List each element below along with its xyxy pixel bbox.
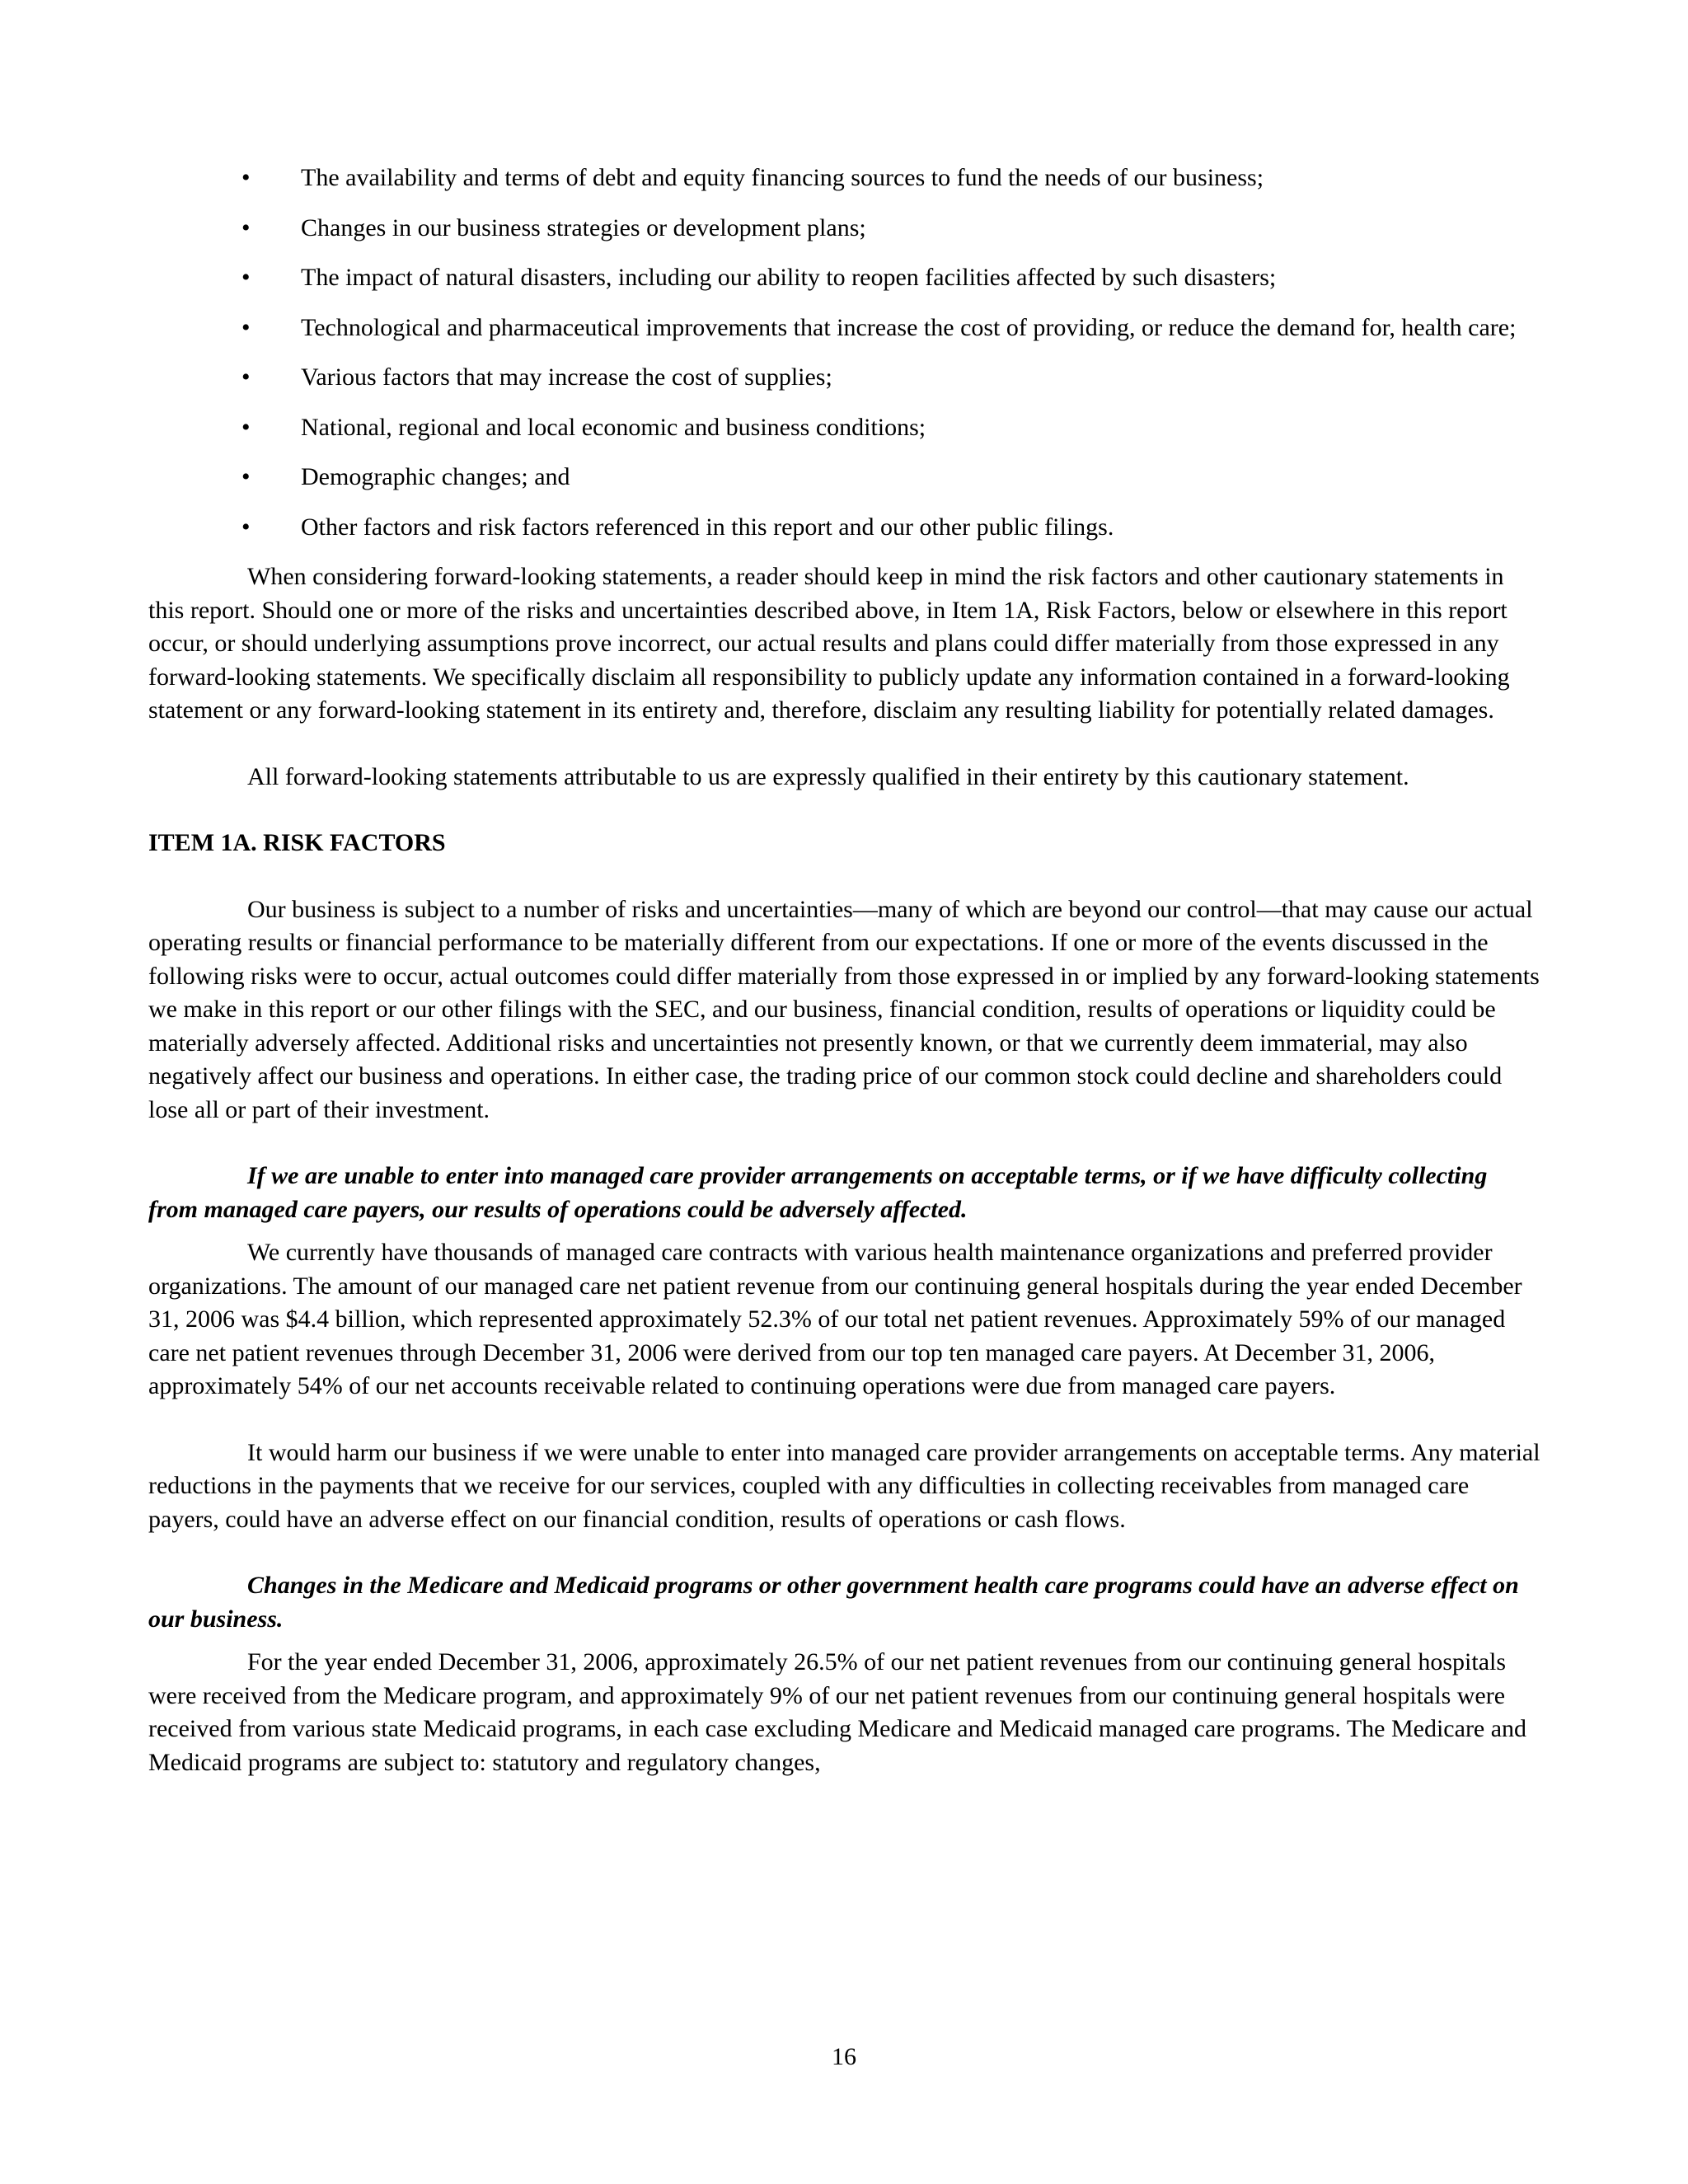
bullet-glyph: •	[241, 463, 251, 490]
bullet-glyph: •	[241, 363, 251, 391]
page-number: 16	[832, 2043, 856, 2070]
forward-looking-paragraph: When considering forward-looking statements, a reader should keep in mind the risk factors and other cautionary statements in this report. Should one or more of the risks and uncertainties described above, in Item 1A, Risk Factors, below or elsewhere in this report occur, or should underlying assumptions prove incorrect, our actual results and plans could differ materially from those expressed in any forward-looking statements. We specifically disclaim all responsibility to publicly update any information contained in a forward-looking statement or any forward-looking statement in its entirety and, therefore, disclaim any resulting liability for potentially related damages.	[148, 563, 1510, 724]
bullet-glyph: •	[241, 164, 251, 191]
bullet-glyph: •	[241, 264, 251, 291]
risk-subheading-medicare: Changes in the Medicare and Medicaid programs or other government health care programs could have an adverse effect on our business.	[148, 1572, 1519, 1633]
list-item	[148, 461, 1541, 494]
bullet-glyph: •	[241, 313, 251, 341]
risk-intro-paragraph: Our business is subject to a number of risks and uncertainties—many of which are beyond our control—that may cause our actual operating results or financial performance to be materially different from our expectations. If one or more of the events discussed in the following risks were to occur, actual outcomes could differ materially from those expressed in or implied by any forward-looking statements we make in this report or our other filings with the SEC, and our business, financial condition, results of operations or liquidity could be materially adversely affected. Additional risks and uncertainties not presently known, or that we currently deem immaterial, may also negatively affect our business and operations. In either case, the trading price of our common stock could decline and shareholders could lose all or part of their investment.	[148, 895, 1540, 1123]
list-item	[148, 361, 1541, 395]
section-heading: ITEM 1A. RISK FACTORS	[148, 829, 446, 856]
bullet-text: National, regional and local economic and business conditions;	[301, 413, 926, 441]
bullet-text: Demographic changes; and	[301, 463, 570, 490]
list-item	[148, 511, 1541, 545]
bullet-glyph: •	[241, 513, 251, 541]
list-item	[148, 261, 1541, 295]
list-item	[148, 162, 1541, 195]
bullet-text: The availability and terms of debt and equity financing sources to fund the needs of our business;	[301, 164, 1264, 191]
qualified-statement-paragraph: All forward-looking statements attributable to us are expressly qualified in their entirety by this cautionary statement.	[247, 762, 1409, 790]
document-page	[148, 162, 1541, 1779]
bullet-text: Technological and pharmaceutical improvements that increase the cost of providing, or reduce the demand for, health care;	[301, 313, 1517, 341]
managed-care-paragraph-2: It would harm our business if we were unable to enter into managed care provider arrangements on acceptable terms. Any material reductions in the payments that we receive for our services, coupled with any difficulties in collecting receivables from managed care payers, could have an adverse effect on our financial condition, results of operations or cash flows.	[148, 1438, 1540, 1533]
managed-care-paragraph-1: We currently have thousands of managed care contracts with various health maintenance organizations and preferred provider organizations. The amount of our managed care net patient revenue from our continuing general hospitals during the year ended December 31, 2006 was $4.4 billion, which represented approximately 52.3% of our total net patient revenues. Approximately 59% of our managed care net patient revenues through December 31, 2006 were derived from our top ten managed care payers. At December 31, 2006, approximately 54% of our net accounts receivable related to continuing operations were due from managed care payers.	[148, 1239, 1522, 1399]
list-item	[148, 312, 1541, 345]
risk-bullet-list	[148, 162, 1541, 544]
bullet-text: Various factors that may increase the cost of supplies;	[301, 363, 832, 391]
risk-subheading-managed-care: If we are unable to enter into managed care provider arrangements on acceptable terms, or if we have difficulty collecting from managed care payers, our results of operations could be adversely affected.	[148, 1162, 1488, 1223]
list-item	[148, 411, 1541, 445]
list-item	[148, 212, 1541, 246]
bullet-text: The impact of natural disasters, including our ability to reopen facilities affected by such disasters;	[301, 264, 1277, 291]
bullet-glyph: •	[241, 213, 251, 241]
medicare-paragraph-1: For the year ended December 31, 2006, approximately 26.5% of our net patient revenues from our continuing general hospitals were received from the Medicare program, and approximately 9% of our net patient revenues from our continuing general hospitals were received from various state Medicaid programs, in each case excluding Medicare and Medicaid managed care programs. The Medicare and Medicaid programs are subject to: statutory and regulatory changes,	[148, 1648, 1527, 1776]
bullet-text: Changes in our business strategies or development plans;	[301, 213, 866, 241]
bullet-text: Other factors and risk factors referenced in this report and our other public filings.	[301, 513, 1114, 541]
bullet-glyph: •	[241, 413, 251, 441]
